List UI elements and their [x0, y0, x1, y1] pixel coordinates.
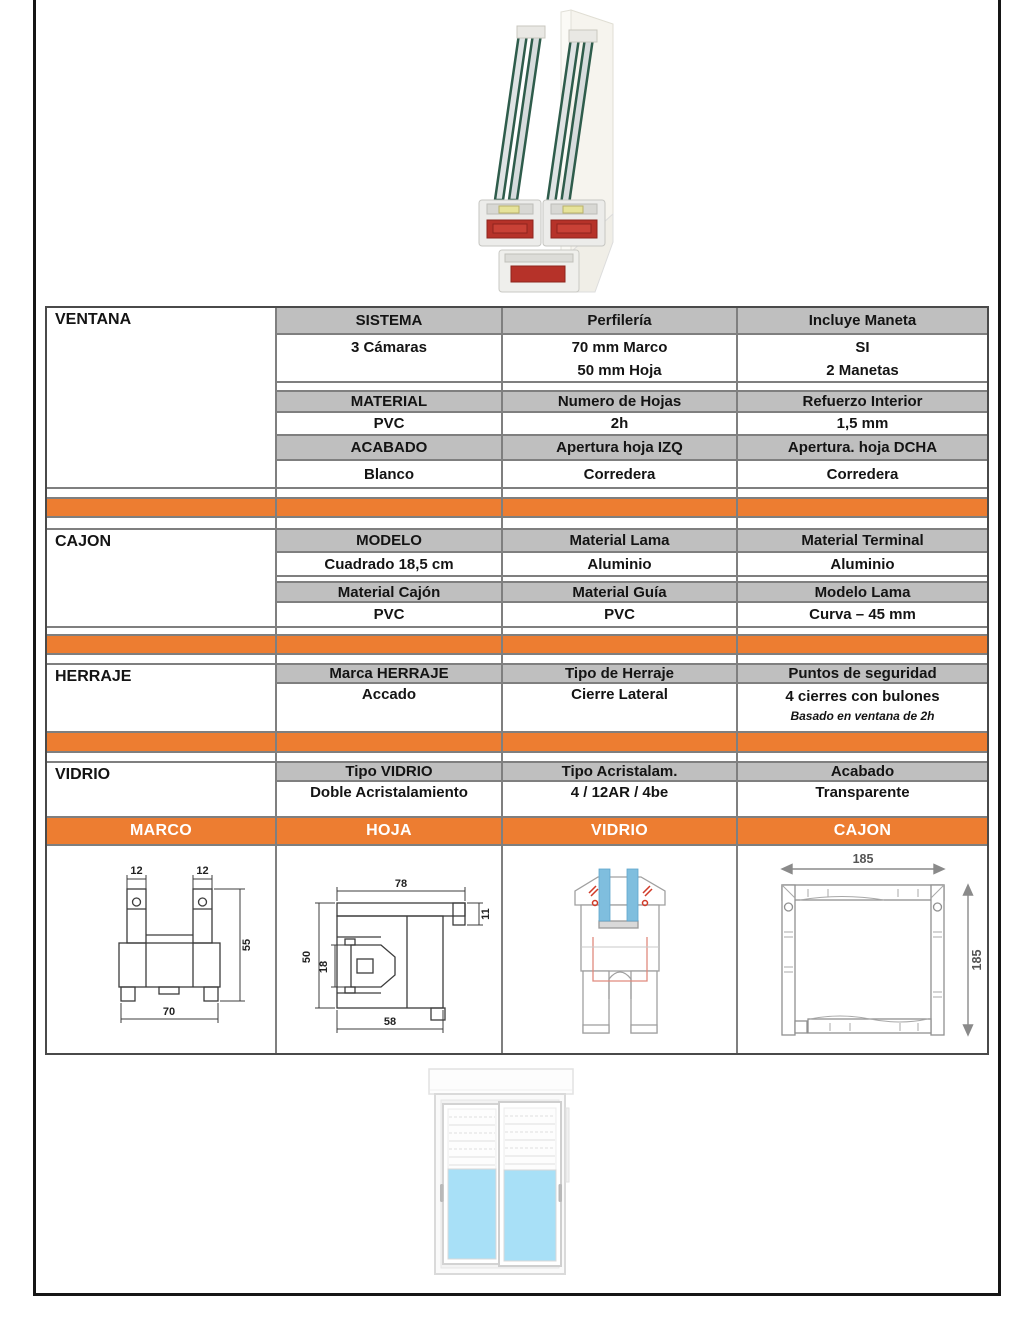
header-cell: Apertura. hoja DCHA — [738, 436, 987, 461]
value-cell: Blanco — [277, 461, 503, 489]
glass — [448, 1169, 496, 1259]
value-cell — [277, 335, 503, 383]
value-cell: Aluminio — [503, 553, 738, 577]
value-cell: Transparente — [738, 782, 987, 818]
drawing-header-vidrio: VIDRIO — [503, 818, 738, 846]
hoja-profile-drawing — [277, 847, 501, 1052]
marco-drawing-cell — [47, 846, 277, 1053]
value-cell: Aluminio — [738, 553, 987, 577]
dim-label: 18 — [318, 960, 330, 974]
value-cell: 4 / 12AR / 4be — [503, 782, 738, 818]
drawing-header-marco: MARCO — [47, 818, 277, 846]
orange-separator — [738, 497, 987, 518]
spacer-cell — [738, 518, 987, 528]
orange-separator — [503, 634, 738, 655]
header-cell: Material Lama — [503, 528, 738, 553]
value-note: Basado en ventana de 2h — [790, 708, 935, 723]
spacer-cell — [277, 655, 503, 663]
marco-profile-drawing — [47, 847, 275, 1052]
dim-label: 58 — [383, 1016, 397, 1028]
header-cell: Incluye Maneta — [738, 308, 987, 335]
sash-base-profile — [543, 200, 605, 246]
value-line: 50 mm Hoja — [577, 361, 662, 379]
section-label-ventana: VENTANA — [47, 308, 277, 489]
spec-table — [45, 306, 989, 1055]
orange-separator — [738, 733, 987, 753]
orange-separator — [503, 733, 738, 753]
spacer-cell — [503, 753, 738, 761]
value-cell: PVC — [277, 603, 503, 628]
right-handle — [559, 1184, 563, 1202]
value-cell: Cuadrado 18,5 cm — [277, 553, 503, 577]
left-handle — [440, 1184, 444, 1202]
header-cell: ACABADO — [277, 436, 503, 461]
header-cell: Material Terminal — [738, 528, 987, 553]
value-line: 70 mm Marco — [571, 339, 668, 356]
spacer-cell — [738, 383, 987, 390]
shutter-strap — [566, 1108, 569, 1182]
orange-separator — [277, 497, 503, 518]
header-cell: Material Guía — [503, 581, 738, 603]
value-cell: Curva – 45 mm — [738, 603, 987, 628]
header-cell: Modelo Lama — [738, 581, 987, 603]
glass — [504, 1170, 556, 1261]
header-cell: MODELO — [277, 528, 503, 553]
header-cell: Tipo de Herraje — [503, 663, 738, 684]
header-cell: SISTEMA — [277, 308, 503, 335]
dim-label: 12 — [196, 865, 209, 877]
header-cell: Tipo VIDRIO — [277, 761, 503, 782]
drawing-header-hoja: HOJA — [277, 818, 503, 846]
orange-separator — [277, 733, 503, 753]
spacer-cell — [47, 655, 277, 663]
header-cell: Perfilería — [503, 308, 738, 335]
orange-separator — [277, 634, 503, 655]
spacer-cell — [277, 383, 503, 390]
value-cell: PVC — [277, 413, 503, 436]
cajon-box-drawing — [740, 847, 986, 1052]
dim-label: 185 — [852, 852, 873, 866]
header-cell: Puntos de seguridad — [738, 663, 987, 684]
glazing-cap — [517, 26, 545, 38]
dim-label: 185 — [969, 949, 984, 971]
value-cell: 1,5 mm — [738, 413, 987, 436]
vidrio-profile-drawing — [503, 847, 736, 1052]
spacer-cell — [738, 753, 987, 761]
window-profile-photo — [443, 4, 638, 302]
value-cell — [738, 684, 987, 733]
spacer-cell — [738, 489, 987, 497]
left-sash — [443, 1104, 501, 1264]
section-label-vidrio: VIDRIO — [47, 761, 277, 818]
dim-label: 12 — [130, 865, 143, 877]
value-line: 2 Manetas — [826, 361, 899, 379]
value-cell: PVC — [503, 603, 738, 628]
header-cell: Apertura hoja IZQ — [503, 436, 738, 461]
spacer-cell — [277, 753, 503, 761]
orange-separator — [47, 733, 277, 753]
value-line: SI — [855, 339, 870, 356]
value-cell: Accado — [277, 684, 503, 733]
header-cell: Acabado — [738, 761, 987, 782]
vidrio-drawing-cell — [503, 846, 738, 1053]
spacer-cell — [47, 489, 277, 497]
header-cell: Tipo Acristalam. — [503, 761, 738, 782]
orange-separator — [503, 497, 738, 518]
dim-label: 50 — [301, 950, 313, 964]
orange-separator — [738, 634, 987, 655]
sash-base-profile — [479, 200, 541, 246]
dim-label: 55 — [241, 938, 253, 952]
value-line: 4 cierres con bulones — [785, 688, 940, 705]
header-cell: Numero de Hojas — [503, 390, 738, 413]
header-cell: MATERIAL — [277, 390, 503, 413]
section-label-herraje: HERRAJE — [47, 663, 277, 733]
value-cell: Cierre Lateral — [503, 684, 738, 733]
dim-label: 70 — [162, 1006, 176, 1018]
glazing-cap — [569, 30, 597, 42]
glass-pane — [627, 869, 638, 921]
spacer-cell — [47, 753, 277, 761]
value-cell: 2h — [503, 413, 738, 436]
value-cell — [503, 335, 738, 383]
value-cell — [738, 335, 987, 383]
value-cell: Corredera — [738, 461, 987, 489]
window-product-photo — [428, 1068, 574, 1280]
orange-separator — [47, 497, 277, 518]
value-cell: Doble Acristalamiento — [277, 782, 503, 818]
glass-pane — [599, 869, 610, 921]
spacer-cell — [503, 383, 738, 390]
spacer-cell — [277, 489, 503, 497]
header-cell: Material Cajón — [277, 581, 503, 603]
spacer-cell — [738, 655, 987, 663]
frame-base-profile — [499, 250, 579, 292]
spacer-cell — [47, 518, 277, 528]
spacer-cell — [277, 518, 503, 528]
section-label-cajon: CAJON — [47, 528, 277, 628]
spacer-cell — [503, 655, 738, 663]
dim-label: 11 — [480, 908, 492, 920]
header-cell: Marca HERRAJE — [277, 663, 503, 684]
orange-separator — [47, 634, 277, 655]
spacer-cell — [503, 518, 738, 528]
right-sash — [499, 1102, 561, 1266]
header-cell: Refuerzo Interior — [738, 390, 987, 413]
dim-label: 78 — [394, 878, 408, 890]
spacer-cell — [503, 489, 738, 497]
hoja-drawing-cell — [277, 846, 503, 1053]
value-cell: Corredera — [503, 461, 738, 489]
drawing-header-cajon: CAJON — [738, 818, 987, 846]
cajon-drawing-cell — [738, 846, 987, 1053]
value-line: 3 Cámaras — [351, 339, 427, 356]
